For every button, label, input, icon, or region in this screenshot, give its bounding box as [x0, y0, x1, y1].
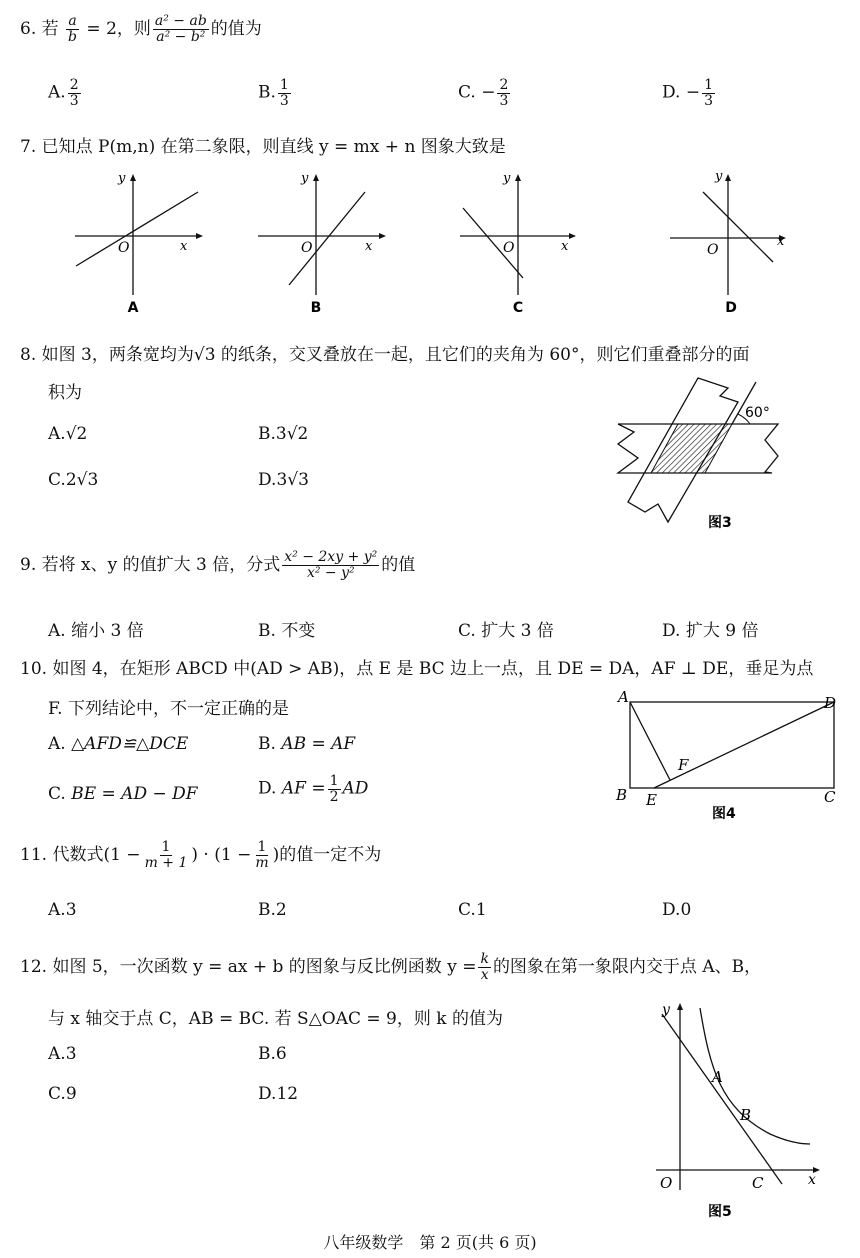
option-value: 扩大 3 倍: [481, 621, 554, 641]
q12-number: 12.: [20, 957, 48, 977]
q12-stem-line2: 与 x 轴交于点 C，AB = BC. 若 S△OAC = 9，则 k 的值为: [48, 1009, 503, 1029]
option-fraction: [497, 78, 510, 108]
q9-number: 9.: [20, 555, 37, 575]
q10-stem-line2: F. 下列结论中，不一定正确的是: [48, 699, 289, 719]
option-value: √2: [65, 424, 88, 444]
option-value: △AFD≌△DCE: [71, 734, 189, 754]
q11-option-d[interactable]: [662, 900, 691, 920]
q9-fraction: [282, 550, 379, 580]
option-letter: C.: [458, 900, 476, 920]
q6-stem: [20, 14, 262, 45]
figure-4: [612, 688, 844, 824]
fraction-num: k: [480, 951, 489, 968]
q9-option-b[interactable]: [258, 616, 315, 641]
option-value: AF =: [281, 778, 326, 799]
option-letter: A.: [48, 621, 66, 641]
q7-stem: [20, 132, 506, 157]
origin-label: O: [503, 240, 515, 256]
option-num: 2: [69, 77, 79, 93]
option-value: 扩大 9 倍: [685, 621, 759, 641]
q10-option-a[interactable]: [48, 734, 188, 754]
q9-fraction-den: x² − y²: [306, 565, 355, 581]
option-value: 3√2: [275, 424, 309, 444]
option-letter: C.: [458, 82, 476, 103]
q8-option-b[interactable]: [258, 424, 308, 444]
q6-option-b[interactable]: [258, 78, 293, 108]
q11-option-a[interactable]: [48, 900, 77, 920]
point-e-label: E: [646, 791, 657, 809]
figure-3: [610, 372, 788, 534]
q8-stem-line2: 积为: [48, 383, 82, 403]
option-letter: A.: [48, 1044, 66, 1064]
q7-graph-a[interactable]: [70, 170, 210, 315]
option-num: 1: [279, 77, 289, 93]
q10-stem-line1: [20, 654, 813, 679]
q7-graph-d[interactable]: [665, 170, 805, 315]
q6-cond-eq: = 2，则: [86, 19, 151, 39]
q11-stem: [20, 840, 381, 871]
option-den: 2: [329, 788, 339, 805]
fraction-den: m + 1: [144, 855, 188, 871]
q10-option-b[interactable]: [258, 734, 355, 754]
origin-label: O: [707, 242, 719, 258]
figure-5: [650, 998, 826, 1226]
graph-label: A: [127, 300, 139, 315]
point-f-label: F: [678, 756, 689, 774]
option-letter: C.: [48, 1084, 66, 1104]
q8-option-a[interactable]: [48, 424, 87, 444]
option-num: 1: [329, 773, 339, 789]
option-letter: A.: [48, 734, 66, 754]
option-den: 3: [69, 92, 79, 109]
option-letter: C.: [458, 621, 476, 641]
q7-text: 已知点 P(m,n) 在第二象限，则直线 y = mx + n 图象大致是: [41, 137, 506, 157]
figure-4-caption: 图4: [712, 806, 736, 822]
q11-option-b[interactable]: [258, 900, 287, 920]
q10-option-c[interactable]: [48, 784, 198, 804]
q8-number: 8.: [20, 345, 37, 365]
q10-option-d[interactable]: [258, 774, 368, 804]
axis-y-label: y: [662, 1002, 670, 1018]
point-c-label: C: [824, 788, 836, 806]
q12-option-d[interactable]: [258, 1084, 298, 1104]
q6-cond-num: a: [68, 13, 77, 30]
option-value: 3√3: [276, 470, 309, 490]
q11-fraction-2: [253, 840, 270, 870]
q12-stem-line1: [20, 952, 761, 983]
option-letter: B.: [258, 82, 276, 103]
option-value: 6: [275, 1044, 287, 1064]
q9-fraction-num: x² − 2xy + y²: [284, 549, 378, 566]
q12-post: 的图象在第一象限内交于点 A、B，: [492, 957, 762, 977]
graph-label: B: [310, 300, 322, 315]
q11-fraction-1: [143, 840, 190, 870]
axis-x-label: x: [777, 234, 785, 249]
option-value: 3: [65, 900, 77, 920]
q8-stem-line1: [20, 340, 749, 365]
q8-option-d[interactable]: [258, 470, 309, 490]
figure-5-caption: 图5: [708, 1204, 732, 1220]
option-letter: D.: [258, 470, 277, 490]
option-letter: D.: [662, 900, 681, 920]
q9-option-d[interactable]: [662, 616, 758, 641]
point-a-label: A: [712, 1068, 723, 1086]
option-value: 0: [680, 900, 692, 920]
option-letter: D.: [258, 1084, 277, 1104]
point-d-label: D: [824, 694, 837, 712]
q6-option-c[interactable]: [458, 78, 512, 108]
point-c-label: C: [752, 1174, 764, 1192]
q11-option-c[interactable]: [458, 900, 487, 920]
option-letter: D.: [662, 621, 681, 641]
q10-text1: 如图 4，在矩形 ABCD 中(AD > AB)，点 E 是 BC 边上一点，且 DE = DA，AF ⊥ DE，垂足为点: [52, 659, 814, 679]
axis-y-label: y: [118, 171, 126, 186]
q6-option-d[interactable]: [662, 78, 717, 108]
point-a-label: A: [618, 688, 629, 706]
option-letter: B.: [258, 424, 276, 444]
option-letter: D.: [662, 82, 681, 103]
figure-3-caption: 图3: [708, 515, 732, 531]
option-den: 3: [279, 92, 289, 109]
q6-number: 6.: [20, 19, 37, 39]
q6-post: 的值为: [210, 19, 262, 39]
q12-fraction: [478, 952, 490, 982]
option-letter: B.: [258, 900, 276, 920]
fraction-den: m: [255, 855, 269, 871]
q12-option-b[interactable]: [258, 1044, 287, 1064]
option-sign: −: [481, 82, 496, 103]
figure-3-angle: 60°: [745, 405, 770, 421]
q10-number: 10.: [20, 659, 48, 679]
q8-option-c[interactable]: [48, 470, 98, 490]
origin-label: O: [118, 240, 130, 256]
axis-y-label: y: [503, 171, 511, 186]
option-den: 3: [499, 92, 509, 109]
origin-label: O: [301, 240, 313, 256]
point-b-label: B: [616, 786, 628, 804]
option-value: 不变: [281, 621, 316, 641]
q11-number: 11.: [20, 845, 48, 865]
option-letter: B.: [258, 1044, 276, 1064]
fraction-den: x: [480, 967, 489, 983]
option-letter: D.: [258, 778, 277, 799]
graph-label: C: [512, 300, 524, 315]
option-tail: AD: [342, 778, 369, 799]
axis-x-label: x: [561, 239, 569, 254]
q6-cond-fraction: [66, 14, 79, 44]
option-letter: B.: [258, 621, 276, 641]
option-value: 12: [276, 1084, 299, 1104]
option-letter: C.: [48, 470, 66, 490]
q11-mid: ) · (1 −: [191, 845, 252, 865]
q9-option-a[interactable]: [48, 616, 144, 641]
graph-label: D: [725, 300, 737, 315]
option-fraction: [328, 774, 341, 804]
q6-expr-fraction: [153, 14, 209, 44]
option-fraction: [278, 78, 291, 108]
option-value: AB = AF: [281, 734, 356, 754]
option-num: 2: [499, 77, 509, 93]
q11-post: )的值一定不为: [272, 845, 382, 865]
option-value: 3: [65, 1044, 77, 1064]
option-letter: A.: [48, 900, 66, 920]
axis-x-label: x: [365, 239, 373, 254]
q9-post: 的值: [381, 555, 416, 575]
option-value: 缩小 3 倍: [71, 621, 144, 641]
q7-graph-c[interactable]: [455, 170, 595, 315]
q12-option-c[interactable]: [48, 1084, 77, 1104]
q11-pre: 代数式(1 −: [52, 845, 141, 865]
q9-stem: [20, 550, 415, 581]
option-den: 3: [704, 92, 714, 109]
option-letter: B.: [258, 734, 276, 754]
q6-expr-den: a² − b²: [156, 29, 206, 45]
option-num: 1: [704, 77, 714, 93]
origin-label: O: [660, 1174, 673, 1192]
option-fraction: [702, 78, 715, 108]
q6-cond-den: b: [68, 29, 78, 45]
axis-x-label: x: [808, 1172, 816, 1188]
option-letter: A.: [48, 82, 66, 103]
q6-option-a[interactable]: [48, 78, 83, 108]
axis-y-label: y: [715, 170, 723, 184]
option-value: BE = AD − DF: [71, 784, 198, 804]
q8-text1: 如图 3，两条宽均为√3 的纸条，交叉叠放在一起，且它们的夹角为 60°，则它们重叠部分的面: [41, 345, 750, 365]
option-value: 2√3: [65, 470, 99, 490]
option-sign: −: [685, 82, 701, 103]
fraction-num: 1: [257, 839, 267, 856]
option-fraction: [68, 78, 81, 108]
axis-x-label: x: [180, 239, 188, 254]
q6-pre: 若: [41, 19, 59, 39]
fraction-num: 1: [161, 839, 171, 856]
q7-graph-b[interactable]: [253, 170, 393, 315]
option-value: 2: [275, 900, 287, 920]
option-letter: A.: [48, 424, 66, 444]
option-value: 1: [475, 900, 487, 920]
q9-pre: 若将 x、y 的值扩大 3 倍，分式: [41, 555, 281, 575]
q9-option-c[interactable]: [458, 616, 554, 641]
option-letter: C.: [48, 784, 66, 804]
q12-option-a[interactable]: [48, 1044, 77, 1064]
axis-y-label: y: [301, 171, 309, 186]
option-value: 9: [65, 1084, 77, 1104]
point-b-label: B: [740, 1106, 752, 1124]
page-footer: 八年级数学 第 2 页(共 6 页): [323, 1233, 537, 1252]
q12-pre: 如图 5，一次函数 y = ax + b 的图象与反比例函数 y =: [52, 957, 477, 977]
q7-number: 7.: [20, 137, 37, 157]
q6-expr-num: a² − ab: [154, 13, 207, 30]
